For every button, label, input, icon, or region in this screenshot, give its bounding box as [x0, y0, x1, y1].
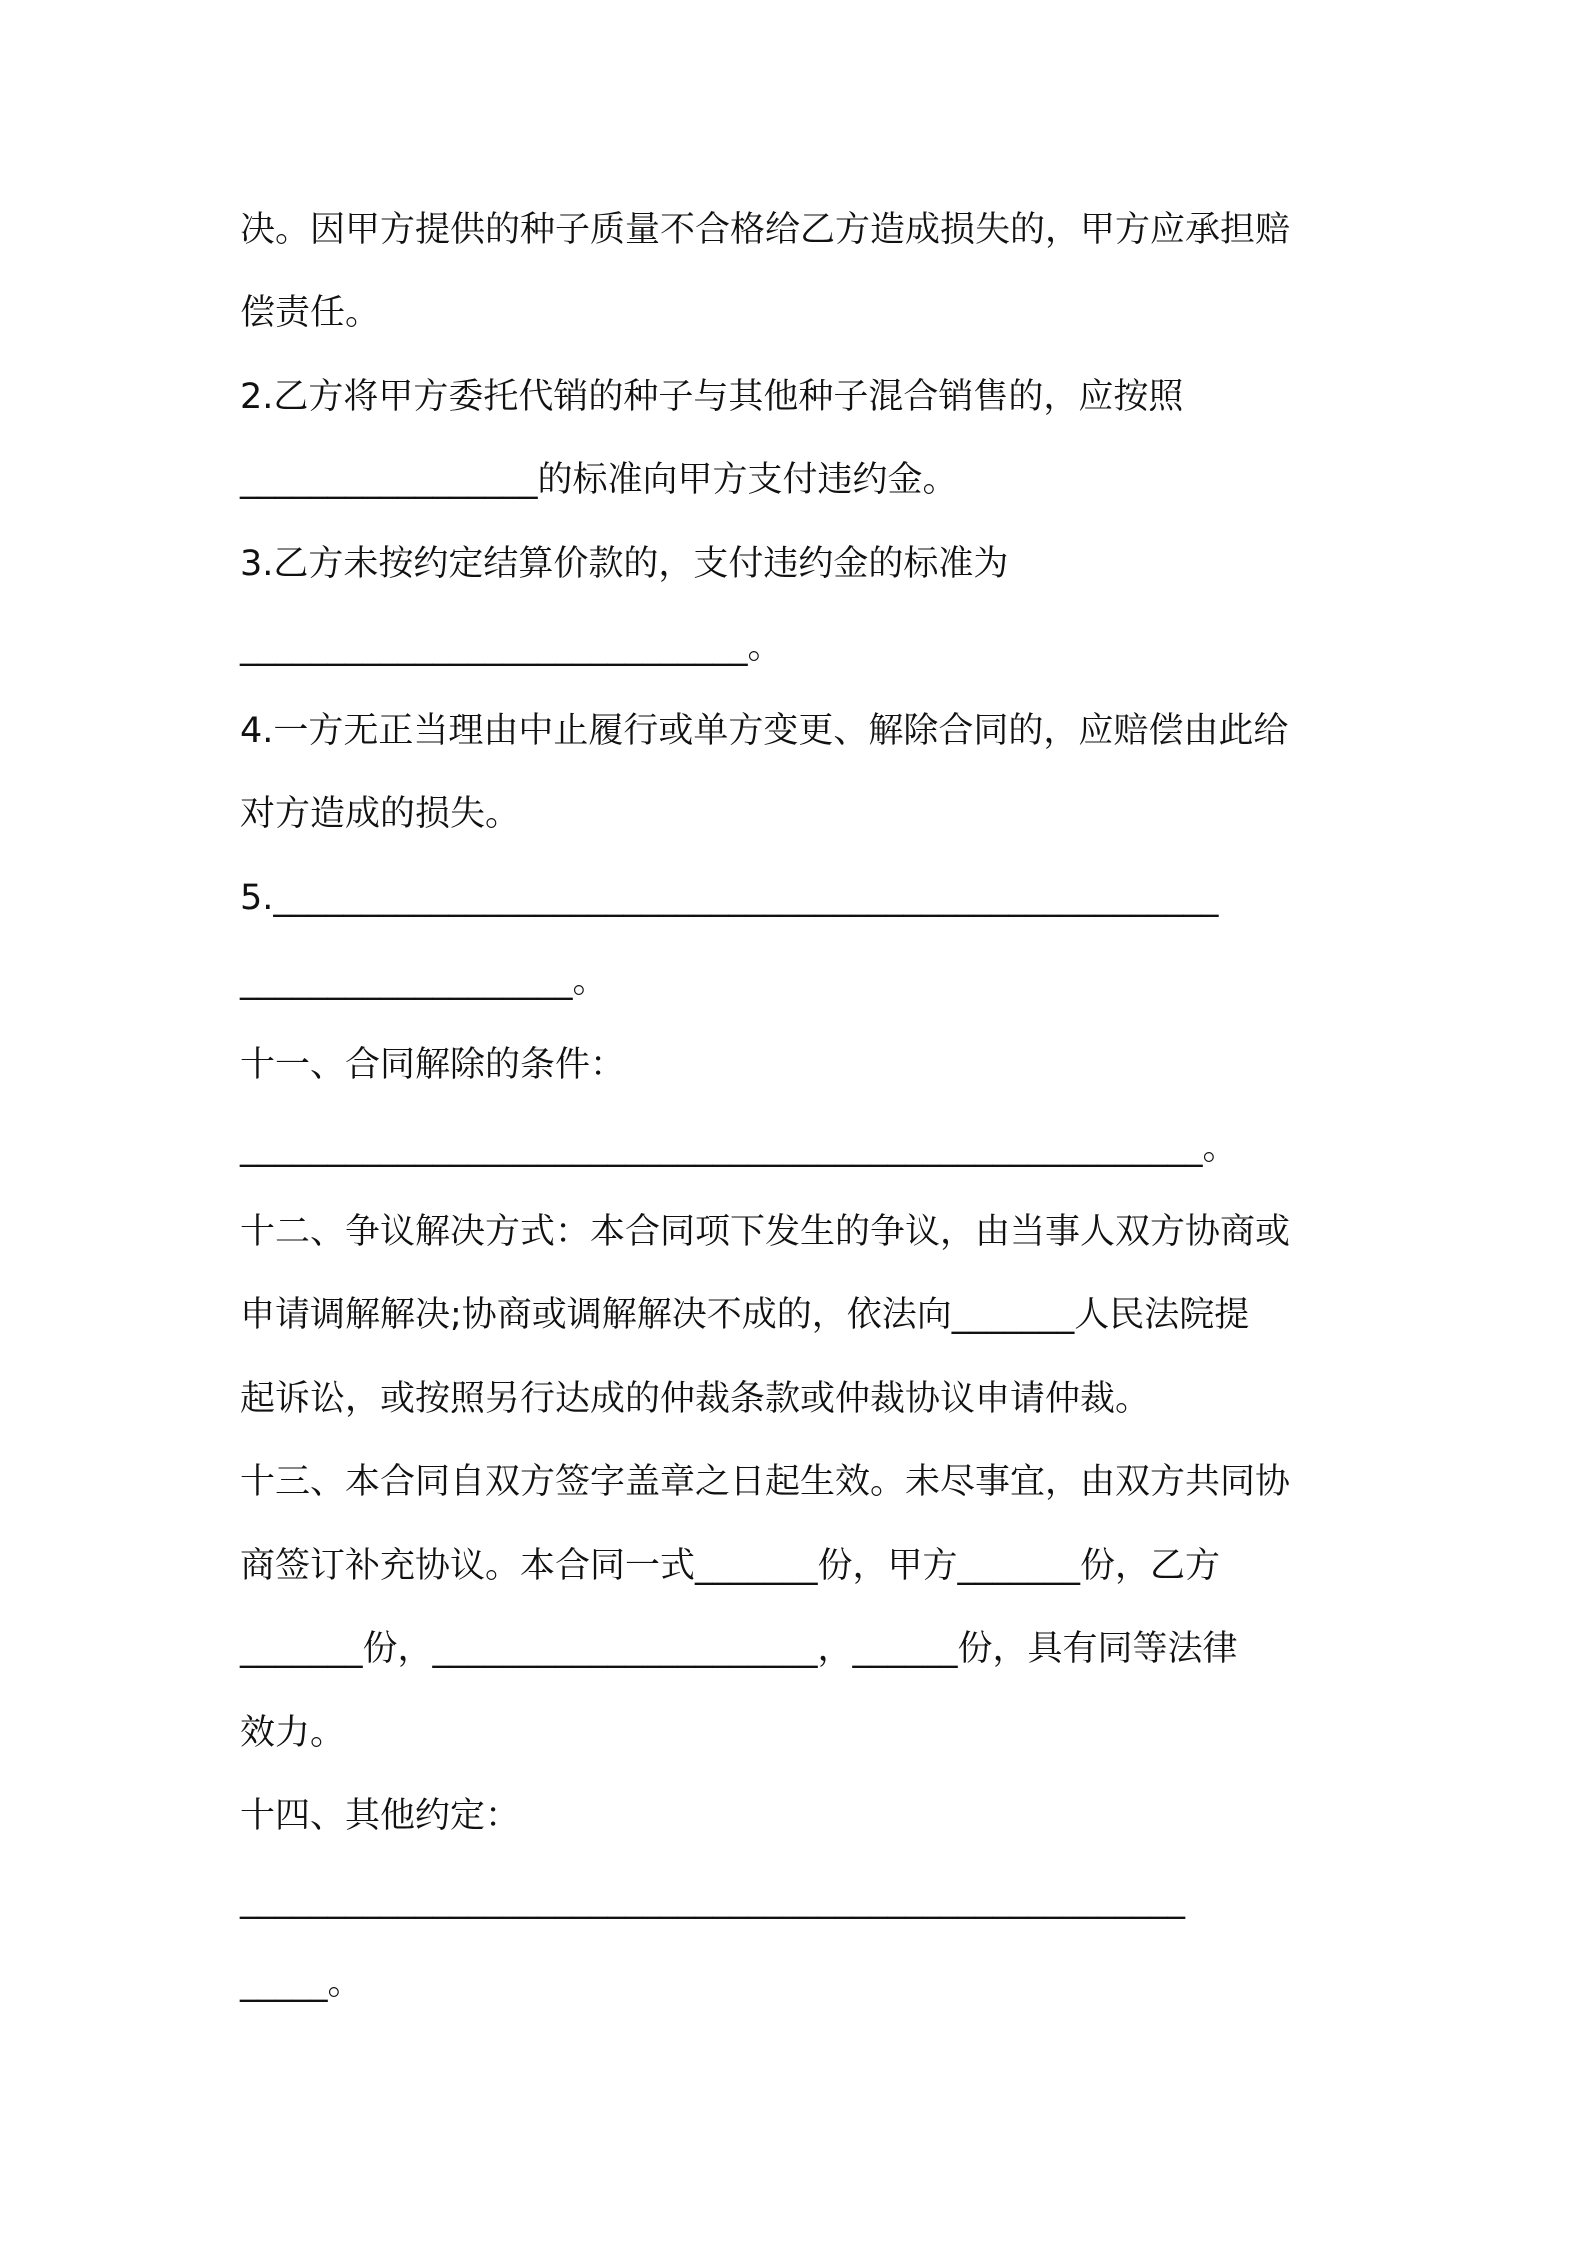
section-heading-11: 十一、合同解除的条件： — [240, 1045, 626, 1085]
text-line-5: 3.乙方未按约定结算价款的，支付违约金的标准为 — [240, 544, 1009, 584]
section-heading-13: 十三、本合同自双方签字盖章之日起生效。未尽事宜，由双方共同协 — [240, 1462, 1291, 1502]
text-line-19: 效力。 — [240, 1713, 346, 1753]
text-line-9: 5.______________________________________________________ — [240, 878, 1219, 918]
text-line-6: _____________________________。 — [240, 627, 783, 667]
text-line-2: 偿责任。 — [240, 293, 381, 333]
text-line-17: 商签订补充协议。本合同一式_______份，甲方_______份，乙方 — [240, 1546, 1221, 1586]
text-line-1: 决。因甲方提供的种子质量不合格给乙方造成损失的，甲方应承担赔 — [240, 210, 1291, 250]
text-line-15: 起诉讼，或按照另行达成的仲裁条款或仲裁协议申请仲裁。 — [240, 1379, 1151, 1419]
text-line-8: 对方造成的损失。 — [240, 794, 521, 834]
text-line-3: 2.乙方将甲方委托代销的种子与其他种子混合销售的，应按照 — [240, 377, 1184, 417]
text-line-4: _________________的标准向甲方支付违约金。 — [240, 460, 958, 500]
text-line-12: _______________________________________________________。 — [240, 1128, 1238, 1168]
text-line-14: 申请调解解决;协商或调解解决不成的，依法向_______人民法院提 — [240, 1295, 1250, 1335]
text-line-10: ___________________。 — [240, 961, 608, 1001]
text-line-7: 4.一方无正当理由中止履行或单方变更、解除合同的，应赔偿由此给 — [240, 711, 1289, 751]
text-line-21: ______________________________________________________ — [240, 1880, 1185, 1920]
section-heading-12: 十二、争议解决方式：本合同项下发生的争议，由当事人双方协商或 — [240, 1212, 1291, 1252]
section-heading-14: 十四、其他约定： — [240, 1796, 521, 1836]
text-line-22: _____。 — [240, 1963, 363, 2003]
text-line-18: _______份，______________________，______份，具有同等法律 — [240, 1629, 1238, 1669]
